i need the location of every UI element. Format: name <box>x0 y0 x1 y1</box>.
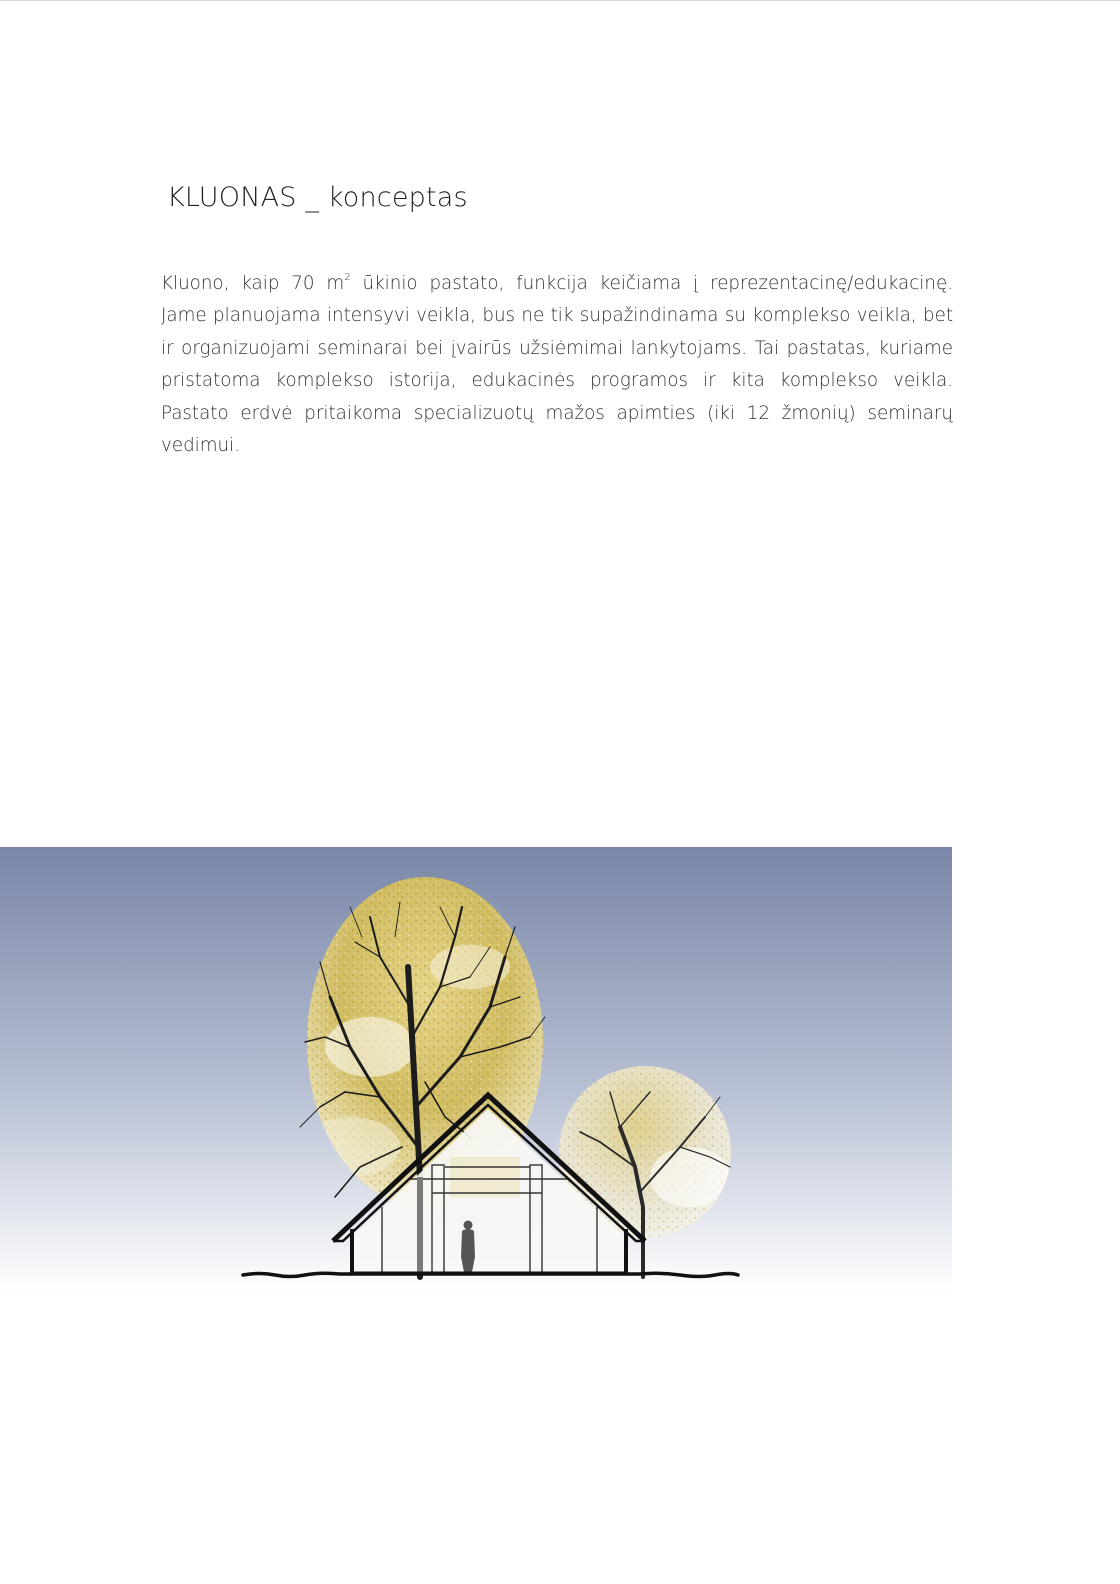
paragraph-line: Jame planuojama intensyvi veikla, bus ne tik supažindinama su komplekso veikla, bet <box>161 305 953 327</box>
paragraph-line: Kluono, kaip 70 $m^2$ ūkinio pastato, funkcija keičiama į reprezentacinę/edukacinę. <box>161 272 954 294</box>
concept-paragraph <box>161 268 953 462</box>
barn-section-drawing <box>0 847 962 1292</box>
barn-section-illustration <box>0 847 962 1292</box>
page-title: KLUONAS _ konceptas <box>167 182 468 213</box>
paragraph-line: pristatoma komplekso istorija, edukacinės programos ir kita komplekso veikla. <box>161 370 953 392</box>
paragraph-line: ir organizuojami seminarai bei įvairūs užsiėmimai lankytojams. Tai pastatas, kuriame <box>161 337 953 359</box>
top-divider <box>0 0 1120 1</box>
paragraph-line: vedimui. <box>161 435 241 457</box>
paragraph-line: Pastato erdvė pritaikoma specializuotų mažos apimties (iki 12 žmonių) seminarų <box>161 402 953 424</box>
